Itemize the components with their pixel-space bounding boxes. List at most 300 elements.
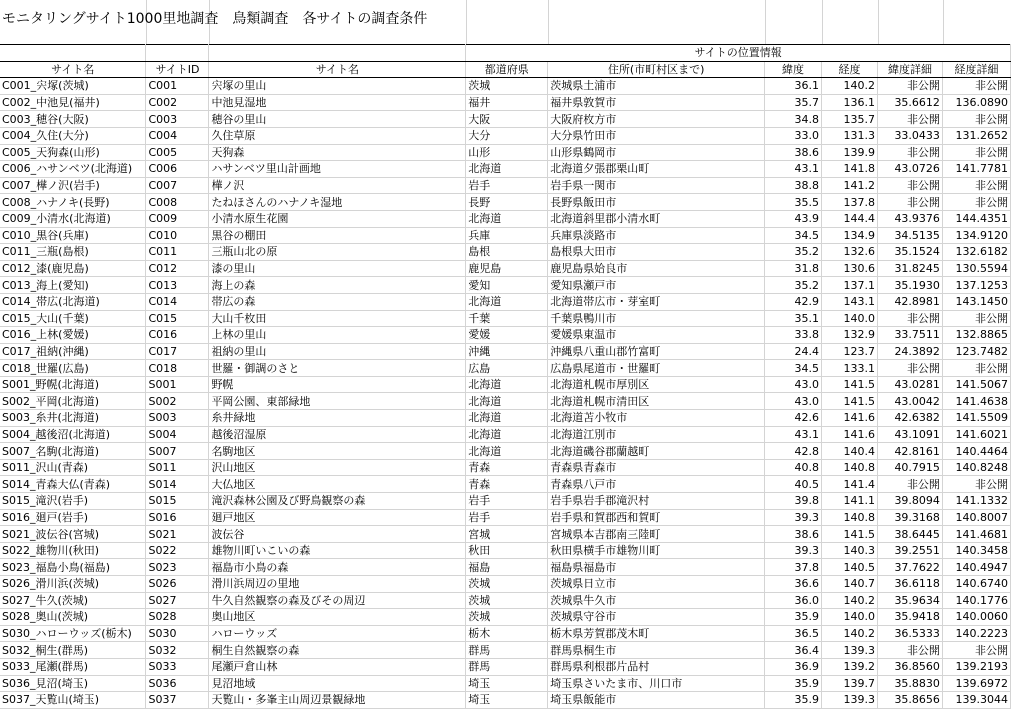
table-row [0,625,1011,642]
cell-site-label: C005_天狗森(山形) [0,144,146,161]
cell-site-label: S037_天覧山(埼玉) [0,692,146,709]
cell-site-label: C002_中池見(福井) [0,94,146,111]
cell-address: 兵庫県淡路市 [548,227,765,244]
cell-latitude-detail: 35.1524 [877,244,942,261]
cell-latitude-detail: 35.6612 [877,94,942,111]
cell-latitude: 40.8 [765,459,822,476]
cell-site-id: S014 [146,476,209,493]
cell-site-label: S004_越後沼(北海道) [0,426,146,443]
cell-longitude: 139.3 [822,692,878,709]
table-row [0,675,1011,692]
table-row [0,210,1011,227]
cell-site-id: C007 [146,177,209,194]
cell-site-id: S001 [146,376,209,393]
cell-prefecture: 秋田 [466,542,548,559]
table-row [0,426,1011,443]
table-row [0,559,1011,576]
col-header-site-name: サイト名 [209,61,466,78]
cell-longitude: 139.7 [822,675,878,692]
cell-site-label: C008_ハナノキ(長野) [0,194,146,211]
cell-site-id: S004 [146,426,209,443]
cell-longitude: 133.1 [822,360,878,377]
cell-latitude: 39.3 [765,509,822,526]
cell-longitude: 141.6 [822,426,878,443]
cell-longitude: 140.8 [822,459,878,476]
cell-address: 北海道札幌市清田区 [548,393,765,410]
cell-site-label: C014_帯広(北海道) [0,293,146,310]
cell-site-id: C017 [146,343,209,360]
cell-latitude-detail: 35.8830 [877,675,942,692]
cell-prefecture: 沖縄 [466,343,548,360]
cell-site-label: S007_名駒(北海道) [0,443,146,460]
cell-site-id: C016 [146,327,209,344]
table-row [0,177,1011,194]
cell-prefecture: 群馬 [466,658,548,675]
cell-site-id: S033 [146,658,209,675]
cell-site-label: C015_大山(千葉) [0,310,146,327]
cell-site-id: C010 [146,227,209,244]
cell-site-label: S002_平岡(北海道) [0,393,146,410]
cell-prefecture: 北海道 [466,426,548,443]
cell-site-id: S003 [146,410,209,427]
cell-prefecture: 愛媛 [466,327,548,344]
cell-site-id: S016 [146,509,209,526]
cell-site-name: 祖納の里山 [209,343,466,360]
cell-latitude: 43.0 [765,393,822,410]
cell-site-id: S030 [146,625,209,642]
table-row [0,509,1011,526]
cell-address: 青森県青森市 [548,459,765,476]
cell-address: 大阪府枚方市 [548,111,765,128]
cell-latitude-detail: 35.9418 [877,609,942,626]
cell-longitude-detail: 非公開 [942,310,1010,327]
cell-site-label: S011_沢山(青森) [0,459,146,476]
cell-site-id: C018 [146,360,209,377]
cell-site-name: 中池見湿地 [209,94,466,111]
location-info-header: サイトの位置情報 [466,45,1011,62]
cell-address: 愛知県瀬戸市 [548,277,765,294]
cell-latitude-detail: 39.3168 [877,509,942,526]
cell-prefecture: 北海道 [466,293,548,310]
cell-latitude-detail: 36.5333 [877,625,942,642]
table-row [0,393,1011,410]
cell-longitude-detail: 非公開 [942,360,1010,377]
cell-site-id: C015 [146,310,209,327]
cell-site-id: C009 [146,210,209,227]
cell-site-id: C001 [146,78,209,95]
cell-latitude-detail: 31.8245 [877,260,942,277]
cell-site-name: 波伝谷 [209,526,466,543]
cell-site-label: C011_三瓶(島根) [0,244,146,261]
cell-address: 北海道磯谷郡蘭越町 [548,443,765,460]
cell-latitude: 42.6 [765,410,822,427]
cell-site-name: 久住草原 [209,127,466,144]
cell-site-name: 天覧山・多峯主山周辺景観緑地 [209,692,466,709]
table-row [0,526,1011,543]
table-row [0,609,1011,626]
cell-site-id: S036 [146,675,209,692]
col-header-prefecture: 都道府県 [466,61,548,78]
cell-latitude-detail: 非公開 [877,177,942,194]
cell-latitude-detail: 43.0726 [877,161,942,178]
table-row [0,161,1011,178]
cell-longitude-detail: 140.4947 [942,559,1010,576]
cell-longitude: 141.5 [822,526,878,543]
cell-site-id: S011 [146,459,209,476]
table-row [0,692,1011,709]
cell-site-label: C012_漆(鹿児島) [0,260,146,277]
cell-latitude: 24.4 [765,343,822,360]
cell-latitude-detail: 39.2551 [877,542,942,559]
cell-latitude-detail: 非公開 [877,310,942,327]
cell-address: 北海道夕張郡栗山町 [548,161,765,178]
cell-site-name: 小清水原生花園 [209,210,466,227]
cell-latitude-detail: 39.8094 [877,493,942,510]
cell-longitude: 131.3 [822,127,878,144]
table-row [0,227,1011,244]
cell-longitude-detail: 131.2652 [942,127,1010,144]
cell-site-label: S021_波伝谷(宮城) [0,526,146,543]
cell-address: 岩手県和賀郡西和賀町 [548,509,765,526]
table-row [0,277,1011,294]
cell-address: 長野県飯田市 [548,194,765,211]
cell-site-id: C013 [146,277,209,294]
cell-address: 北海道江別市 [548,426,765,443]
cell-prefecture: 千葉 [466,310,548,327]
cell-site-id: S023 [146,559,209,576]
cell-site-label: S014_青森大仏(青森) [0,476,146,493]
cell-site-name: 越後沼湿原 [209,426,466,443]
cell-longitude-detail: 非公開 [942,177,1010,194]
cell-longitude: 141.5 [822,393,878,410]
cell-longitude-detail: 132.8865 [942,327,1010,344]
cell-site-id: S026 [146,576,209,593]
cell-longitude-detail: 140.6740 [942,576,1010,593]
cell-site-label: S015_滝沢(岩手) [0,493,146,510]
table-row [0,410,1011,427]
cell-latitude: 36.5 [765,625,822,642]
cell-site-name: 宍塚の里山 [209,78,466,95]
cell-longitude: 141.2 [822,177,878,194]
cell-longitude: 140.0 [822,310,878,327]
cell-address: 福井県敦賀市 [548,94,765,111]
cell-site-name: ハサンベツ里山計画地 [209,161,466,178]
cell-latitude: 33.0 [765,127,822,144]
cell-longitude: 140.4 [822,443,878,460]
cell-prefecture: 北海道 [466,161,548,178]
cell-latitude-detail: 43.0281 [877,376,942,393]
cell-latitude-detail: 非公開 [877,360,942,377]
cell-longitude: 137.8 [822,194,878,211]
cell-address: 山形県鶴岡市 [548,144,765,161]
table-row [0,310,1011,327]
cell-prefecture: 岩手 [466,509,548,526]
cell-site-label: C006_ハサンベツ(北海道) [0,161,146,178]
cell-latitude: 35.1 [765,310,822,327]
cell-site-name: ハローウッズ [209,625,466,642]
cell-latitude-detail: 42.8981 [877,293,942,310]
cell-latitude-detail: 37.7622 [877,559,942,576]
cell-latitude: 34.5 [765,227,822,244]
cell-site-id: C008 [146,194,209,211]
cell-site-name: 名駒地区 [209,443,466,460]
cell-longitude: 140.8 [822,509,878,526]
cell-latitude: 42.8 [765,443,822,460]
cell-prefecture: 埼玉 [466,675,548,692]
cell-longitude-detail: 非公開 [942,194,1010,211]
cell-longitude: 143.1 [822,293,878,310]
cell-prefecture: 鹿児島 [466,260,548,277]
cell-site-label: S003_糸井(北海道) [0,410,146,427]
cell-latitude-detail: 非公開 [877,144,942,161]
cell-site-label: C013_海上(愛知) [0,277,146,294]
cell-latitude: 31.8 [765,260,822,277]
cell-prefecture: 大阪 [466,111,548,128]
col-header-lat: 緯度 [765,61,822,78]
cell-latitude-detail: 非公開 [877,111,942,128]
cell-longitude: 140.3 [822,542,878,559]
cell-longitude-detail: 非公開 [942,144,1010,161]
cell-site-label: S001_野幌(北海道) [0,376,146,393]
cell-longitude: 137.1 [822,277,878,294]
cell-latitude: 43.1 [765,426,822,443]
table-row [0,244,1011,261]
cell-address: 愛媛県東温市 [548,327,765,344]
cell-site-label: C007_樺ノ沢(岩手) [0,177,146,194]
table-row [0,260,1011,277]
cell-site-label: S028_奥山(茨城) [0,609,146,626]
cell-prefecture: 島根 [466,244,548,261]
cell-longitude-detail: 123.7482 [942,343,1010,360]
cell-longitude: 139.3 [822,642,878,659]
cell-latitude-detail: 43.1091 [877,426,942,443]
cell-longitude-detail: 143.1450 [942,293,1010,310]
survey-table [0,44,1011,709]
cell-site-name: 廻戸地区 [209,509,466,526]
cell-latitude-detail: 42.6382 [877,410,942,427]
cell-site-label: S027_牛久(茨城) [0,592,146,609]
cell-prefecture: 福島 [466,559,548,576]
cell-address: 大分県竹田市 [548,127,765,144]
header-group-row [0,45,1011,62]
cell-site-id: S037 [146,692,209,709]
cell-site-id: S027 [146,592,209,609]
cell-latitude-detail: 33.0433 [877,127,942,144]
cell-site-name: 平岡公園、東部緑地 [209,393,466,410]
cell-prefecture: 愛知 [466,277,548,294]
cell-longitude-detail: 非公開 [942,111,1010,128]
cell-site-name: 天狗森 [209,144,466,161]
cell-longitude-detail: 139.6972 [942,675,1010,692]
cell-latitude: 34.8 [765,111,822,128]
cell-site-name: 帯広の森 [209,293,466,310]
cell-address: 茨城県土浦市 [548,78,765,95]
table-row [0,144,1011,161]
cell-site-id: S015 [146,493,209,510]
cell-longitude-detail: 137.1253 [942,277,1010,294]
cell-latitude: 43.1 [765,161,822,178]
cell-site-label: C004_久住(大分) [0,127,146,144]
cell-latitude: 39.3 [765,542,822,559]
table-row [0,293,1011,310]
cell-longitude: 140.5 [822,559,878,576]
table-row [0,476,1011,493]
cell-longitude: 141.8 [822,161,878,178]
cell-latitude-detail: 36.8560 [877,658,942,675]
cell-latitude-detail: 非公開 [877,476,942,493]
cell-site-id: C002 [146,94,209,111]
cell-latitude: 35.7 [765,94,822,111]
cell-site-label: S030_ハローウッズ(栃木) [0,625,146,642]
cell-address: 広島県尾道市・世羅町 [548,360,765,377]
cell-prefecture: 青森 [466,476,548,493]
cell-site-name: 奥山地区 [209,609,466,626]
cell-site-name: 海上の森 [209,277,466,294]
cell-longitude-detail: 140.0060 [942,609,1010,626]
cell-latitude: 35.9 [765,692,822,709]
cell-longitude: 140.2 [822,592,878,609]
cell-latitude: 40.5 [765,476,822,493]
cell-prefecture: 宮城 [466,526,548,543]
cell-latitude: 38.6 [765,526,822,543]
cell-address: 茨城県牛久市 [548,592,765,609]
cell-site-name: 上林の里山 [209,327,466,344]
cell-longitude: 139.2 [822,658,878,675]
cell-address: 北海道帯広市・芽室町 [548,293,765,310]
table-row [0,360,1011,377]
table-row [0,327,1011,344]
cell-site-name: 黒谷の棚田 [209,227,466,244]
cell-address: 青森県八戸市 [548,476,765,493]
cell-longitude: 141.6 [822,410,878,427]
cell-latitude-detail: 非公開 [877,642,942,659]
cell-longitude-detail: 134.9120 [942,227,1010,244]
cell-longitude-detail: 140.8007 [942,509,1010,526]
table-row [0,78,1011,95]
cell-latitude-detail: 35.1930 [877,277,942,294]
cell-longitude-detail: 141.4638 [942,393,1010,410]
cell-site-id: S021 [146,526,209,543]
cell-latitude: 39.8 [765,493,822,510]
cell-longitude: 132.6 [822,244,878,261]
cell-address: 沖縄県八重山郡竹富町 [548,343,765,360]
cell-site-name: 福島市小鳥の森 [209,559,466,576]
col-header-lon: 経度 [822,61,878,78]
cell-longitude: 140.2 [822,625,878,642]
cell-address: 群馬県利根郡片品村 [548,658,765,675]
cell-address: 岩手県一関市 [548,177,765,194]
cell-site-name: 雄物川町いこいの森 [209,542,466,559]
cell-longitude-detail: 130.5594 [942,260,1010,277]
cell-site-name: 大仏地区 [209,476,466,493]
cell-site-label: S023_福島小鳥(福島) [0,559,146,576]
cell-site-label: C010_黒谷(兵庫) [0,227,146,244]
cell-latitude-detail: 38.6445 [877,526,942,543]
cell-latitude-detail: 42.8161 [877,443,942,460]
cell-latitude: 35.2 [765,277,822,294]
cell-longitude: 130.6 [822,260,878,277]
cell-latitude-detail: 35.8656 [877,692,942,709]
cell-latitude: 35.5 [765,194,822,211]
cell-prefecture: 栃木 [466,625,548,642]
header-row [0,61,1011,78]
cell-latitude: 38.8 [765,177,822,194]
cell-address: 千葉県鴨川市 [548,310,765,327]
cell-site-label: S033_尾瀬(群馬) [0,658,146,675]
cell-site-label: C018_世羅(広島) [0,360,146,377]
cell-site-id: C012 [146,260,209,277]
cell-address: 埼玉県飯能市 [548,692,765,709]
cell-longitude: 123.7 [822,343,878,360]
table-row [0,576,1011,593]
cell-prefecture: 岩手 [466,177,548,194]
cell-prefecture: 北海道 [466,410,548,427]
cell-address: 埼玉県さいたま市、川口市 [548,675,765,692]
cell-longitude-detail: 139.2193 [942,658,1010,675]
cell-prefecture: 埼玉 [466,692,548,709]
table-row [0,343,1011,360]
cell-site-id: C014 [146,293,209,310]
cell-longitude-detail: 132.6182 [942,244,1010,261]
cell-longitude-detail: 136.0890 [942,94,1010,111]
cell-site-name: 沢山地区 [209,459,466,476]
cell-longitude: 140.2 [822,78,878,95]
cell-site-label: C009_小清水(北海道) [0,210,146,227]
cell-site-name: 滑川浜周辺の里地 [209,576,466,593]
cell-longitude: 140.0 [822,609,878,626]
cell-longitude-detail: 144.4351 [942,210,1010,227]
cell-longitude: 141.1 [822,493,878,510]
cell-site-name: 大山千枚田 [209,310,466,327]
cell-prefecture: 茨城 [466,576,548,593]
cell-latitude: 42.9 [765,293,822,310]
cell-latitude-detail: 33.7511 [877,327,942,344]
cell-site-label: C016_上林(愛媛) [0,327,146,344]
table-row [0,111,1011,128]
cell-prefecture: 岩手 [466,493,548,510]
cell-site-name: 野幌 [209,376,466,393]
cell-longitude-detail: 140.8248 [942,459,1010,476]
cell-longitude: 140.7 [822,576,878,593]
cell-latitude: 36.0 [765,592,822,609]
cell-address: 宮城県本吉郡南三陸町 [548,526,765,543]
col-header-site-id: サイトID [146,61,209,78]
col-header-lon-detail: 経度詳細 [942,61,1010,78]
cell-site-label: S022_雄物川(秋田) [0,542,146,559]
cell-address: 北海道苫小牧市 [548,410,765,427]
cell-site-label: S036_見沼(埼玉) [0,675,146,692]
cell-latitude: 36.6 [765,576,822,593]
cell-address: 群馬県桐生市 [548,642,765,659]
cell-latitude: 36.4 [765,642,822,659]
cell-site-label: C017_祖納(沖縄) [0,343,146,360]
cell-site-id: S032 [146,642,209,659]
cell-longitude-detail: 140.3458 [942,542,1010,559]
cell-address: 栃木県芳賀郡茂木町 [548,625,765,642]
cell-longitude-detail: 141.5067 [942,376,1010,393]
cell-site-name: 尾瀬戸倉山林 [209,658,466,675]
cell-latitude-detail: 40.7915 [877,459,942,476]
cell-site-name: 三瓶山北の原 [209,244,466,261]
cell-site-name: たねほさんのハナノキ湿地 [209,194,466,211]
cell-latitude: 36.9 [765,658,822,675]
cell-longitude-detail: 141.1332 [942,493,1010,510]
cell-latitude: 37.8 [765,559,822,576]
cell-site-id: C011 [146,244,209,261]
cell-site-id: S028 [146,609,209,626]
cell-address: 北海道斜里郡小清水町 [548,210,765,227]
cell-latitude: 33.8 [765,327,822,344]
